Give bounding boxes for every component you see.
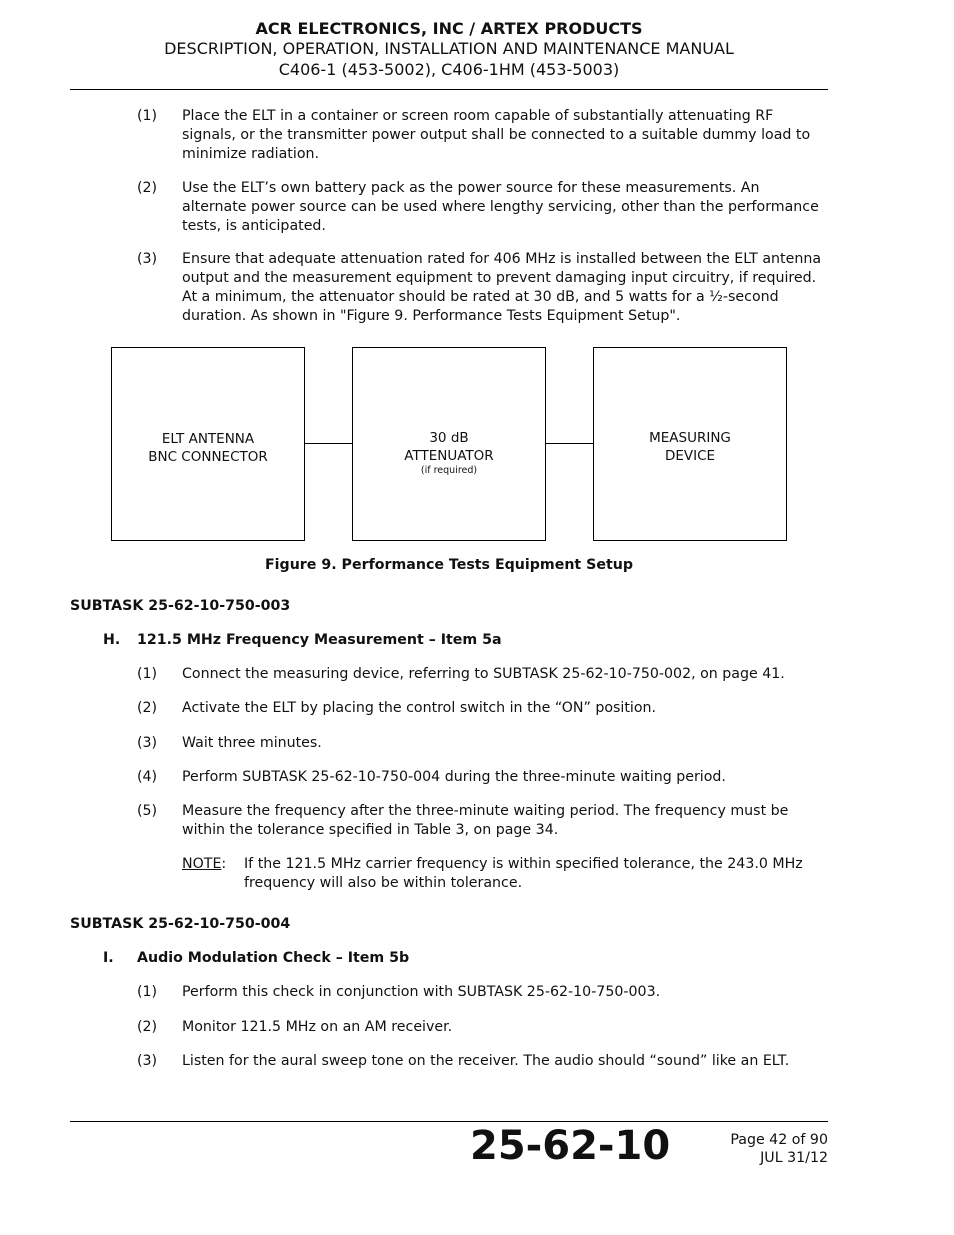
step-text: Wait three minutes. [182,735,322,751]
header-rule [70,89,828,90]
page-number: Page 42 of 90 [730,1132,828,1148]
section-letter: I. [103,950,114,966]
section-title: 121.5 MHz Frequency Measurement – Item 5a [137,632,502,648]
header-manual-title: DESCRIPTION, OPERATION, INSTALLATION AND MAINTENANCE MANUAL [164,39,734,58]
step-number: (3) [137,251,158,267]
step-number: (4) [137,769,158,785]
connector-line [305,443,352,444]
step-text: Activate the ELT by placing the control switch in the “ON” position. [182,700,657,716]
elt-antenna-box [111,347,305,541]
step-text: Perform this check in conjunction with SUBTASK 25-62-10-750-003. [182,984,661,1000]
step-number: (5) [137,803,158,819]
chapter-number: 25-62-10 [470,1123,671,1169]
note-label: NOTE [182,856,222,872]
box-label-line: MEASURING [649,430,731,446]
step-text: Perform SUBTASK 25-62-10-750-004 during the three-minute waiting period. [182,769,726,785]
attenuator-box [352,347,546,541]
box-note: (if required) [420,465,478,476]
step-text: Place the ELT in a container or screen room capable of substantially attenuating RF signals, or the transmitter power output shall be connected to a suitable dummy load to minimize radiation. [182,108,811,162]
subtask-id: SUBTASK 25-62-10-750-004 [70,916,291,932]
step-number: (1) [137,984,158,1000]
section-title: Audio Modulation Check – Item 5b [137,950,410,966]
step-text: Monitor 121.5 MHz on an AM receiver. [182,1019,453,1035]
box-label-line: ELT ANTENNA [161,431,255,447]
step-number: (1) [137,666,158,682]
box-label-line: DEVICE [664,448,716,464]
subtask-id: SUBTASK 25-62-10-750-003 [70,598,291,614]
step-number: (2) [137,700,158,716]
step-text: Listen for the aural sweep tone on the receiver. The audio should “sound” like an ELT. [182,1053,790,1069]
step-text: Measure the frequency after the three-minute waiting period. The frequency must be within the tolerance specified in Table 3, on page 34. [182,803,789,838]
step-text: Use the ELT’s own battery pack as the power source for these measurements. An alternate power source can be used where lengthy servicing, other than the performance tests, is anticipated. [182,180,819,234]
box-label-line: BNC CONNECTOR [148,449,268,465]
step-text: Ensure that adequate attenuation rated for 406 MHz is installed between the ELT antenna output and the measurement equipment to prevent damaging input circuitry, if required. At a minimum, the attenuator should be rated at 30 dB, and 5 watts for a ½-second duration. As shown in "Figure 9. Performance Tests Equipment Setup". [182,251,822,324]
step-number: (2) [137,1019,158,1035]
header-company: ACR ELECTRONICS, INC / ARTEX PRODUCTS [255,19,643,38]
note-colon: : [221,856,227,872]
step-number: (3) [137,1053,158,1069]
note [182,855,226,874]
header-models: C406-1 (453-5002), C406-1HM (453-5003) [278,60,620,79]
box-label-line: 30 dB [429,430,469,446]
connector-line [546,443,593,444]
step-number: (2) [137,180,158,196]
footer-rule [70,1121,828,1122]
step-number: (1) [137,108,158,124]
figure-caption: Figure 9. Performance Tests Equipment Setup [264,557,634,573]
step-text: Connect the measuring device, referring to SUBTASK 25-62-10-750-002, on page 41. [182,666,785,682]
revision-date: JUL 31/12 [760,1150,828,1166]
section-letter: H. [103,632,121,648]
measuring-device-box [593,347,787,541]
box-label-line: ATTENUATOR [404,448,494,464]
step-number: (3) [137,735,158,751]
note-text: If the 121.5 MHz carrier frequency is within specified tolerance, the 243.0 MHz frequency will also be within tolerance. [244,856,803,891]
